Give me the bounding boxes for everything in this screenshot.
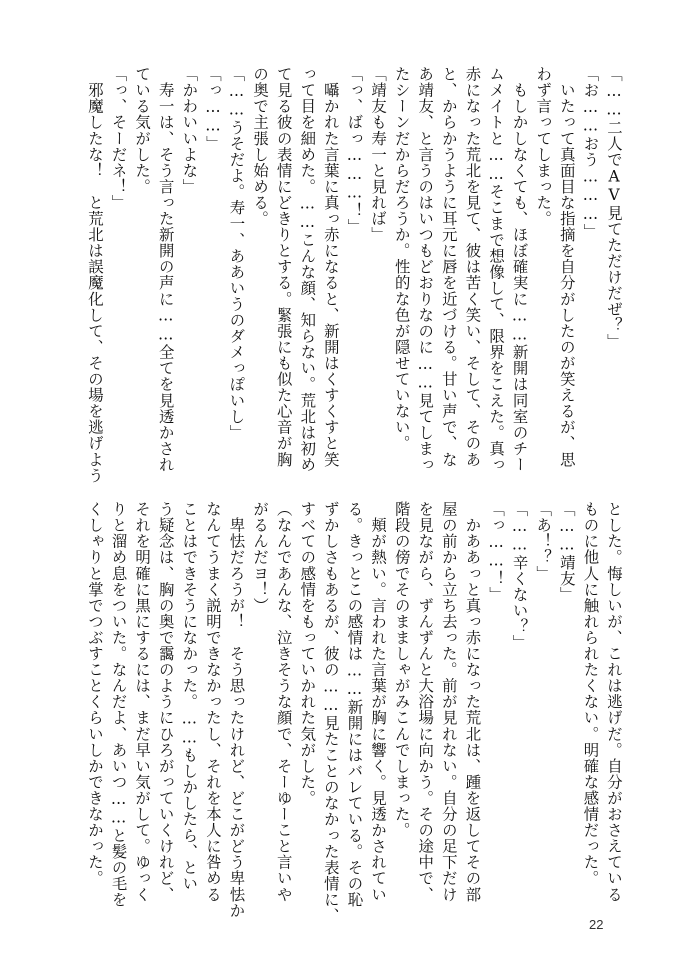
text-line: 頬が熱い。言われた言葉が胸に響く。見透かされてい xyxy=(369,501,388,903)
text-line: ずかしさもあるが、彼の……見たことのなかった表情に、 xyxy=(321,501,340,924)
text-line: かああっと真っ赤になった荒北は、踵を返してその部 xyxy=(463,501,482,903)
text-line: （なんであんな、泣きそうな顔で、そーゆーこと言いや xyxy=(274,501,293,903)
text-line: 「っ、そーだネ！」 xyxy=(109,66,128,211)
text-line: って目を細めた。……こんな顔、知らない。荒北は初め xyxy=(298,66,317,473)
text-line: わず言ってしまった。 xyxy=(534,66,553,227)
text-line: 「っ、ばっ………！」 xyxy=(345,66,364,235)
text-line: 「……二人でAV見てただけだぜ？」 xyxy=(605,66,623,350)
text-line: がるんだヨ！） xyxy=(251,501,270,614)
page-number: 22 xyxy=(589,917,604,932)
text-line: ものに他人に触れられたくない。明確な感情だった。 xyxy=(581,501,600,887)
text-line: 卑怯だろうが！ そう思ったけれど、どこがどう卑怯か xyxy=(227,501,246,919)
text-line: 「……靖友」 xyxy=(557,501,576,603)
text-line: 「あ！？」 xyxy=(534,501,553,582)
text-column-upper xyxy=(82,66,625,484)
text-line: 「靖友も寿一と見れば」 xyxy=(369,66,388,243)
text-line: 「……うそだよ。寿一、ああいうのダメっぽいし」 xyxy=(227,66,246,441)
text-line: と、からかうように耳元に唇を近づける。甘い声で、な xyxy=(439,66,458,468)
text-line: もしかしなくても、ほぼ確実に……新開は同室のチー xyxy=(510,66,529,473)
text-line: 屋の前から立ち去った。前が見れない。自分の足下だけ xyxy=(439,501,458,903)
text-line: りと溜め息をついた。なんだよ、あいつ……と髪の毛を xyxy=(109,501,128,908)
text-line: 「かわいいよな」 xyxy=(180,66,199,195)
text-line: 「っ……」 xyxy=(203,66,222,152)
text-line: なんてうまく説明できなかったし、それを本人に咎める xyxy=(203,501,222,903)
text-line: 寿一は、そう言った新開の声に……全てを見透かされ xyxy=(156,66,175,473)
text-line: すべての感情をもっていかれた気がした。 xyxy=(298,501,317,806)
text-line: たシーンだからだろうか。性的な色が隠せていない。 xyxy=(392,66,411,452)
text-line: う疑念は、胸の奥で靄のようにひろがっていくけれど、 xyxy=(156,501,175,903)
text-line: の奥で主張し始める。 xyxy=(251,66,270,227)
text-line: 囁かれた言葉に真っ赤になると、新開はくすくすと笑 xyxy=(321,66,340,468)
text-line: あ靖友、と言うのはいつもどおりなのに……見てしまっ xyxy=(416,66,435,473)
text-line: いたって真面目な指摘を自分がしたのが笑えるが、思 xyxy=(557,66,576,468)
text-line: くしゃりと掌でつぶすことくらいしかできなかった。 xyxy=(85,501,104,887)
text-line: ことはできそうになかった。……もしかしたら、とい xyxy=(180,501,199,892)
text-line: とした。悔しいが、これは逃げだ。自分がおさえている xyxy=(605,501,623,903)
text-column-lower xyxy=(82,501,625,924)
text-line: 階段の傍でそのまましゃがみこんでしまった。 xyxy=(392,501,411,839)
text-line: て見る彼の表情にどきりとする。緊張にも似た心音が胸 xyxy=(274,66,293,468)
text-line: 「っ……！」 xyxy=(487,501,506,603)
text-line: それを明確に黒にするには、まだ早い気がして。ゆっく xyxy=(133,501,152,903)
text-line: 赤になった荒北を見て、彼は苦く笑い、そして、そのあ xyxy=(463,66,482,468)
text-line: る。きっとこの感情は……新開にはバレている。その恥 xyxy=(345,501,364,908)
text-line: を見ながら、ずんずんと大浴場に向かう。その途中で、 xyxy=(416,501,435,903)
text-line: ムメイトと……そこまで想像して、限界をこえた。真っ xyxy=(487,66,506,473)
text-line: 邪魔したな！ と荒北は誤魔化して、その場を逃げよう xyxy=(85,66,104,484)
text-line: ている気がした。 xyxy=(133,66,152,195)
text-line: 「……辛くない？」 xyxy=(510,501,529,651)
text-line: 「お……おう………」 xyxy=(581,66,600,240)
